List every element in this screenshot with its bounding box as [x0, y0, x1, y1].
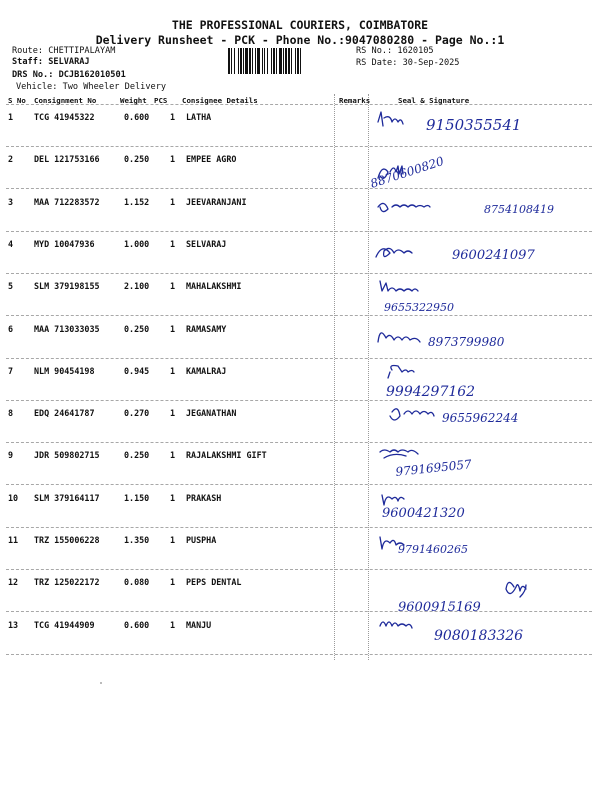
barcode-bar: [257, 48, 260, 74]
handwritten-phone: 9994297162: [386, 383, 476, 400]
weight-cell: 0.250: [124, 450, 150, 461]
weight-cell: 1.350: [124, 535, 150, 545]
table-row: [0, 573, 600, 615]
col-pcs: PCS: [154, 96, 168, 105]
signature-stroke: [376, 248, 412, 257]
handwritten-phone: 9600241097: [452, 247, 535, 263]
staff-label: Staff: SELVARAJ: [12, 57, 90, 67]
barcode-bar: [288, 48, 290, 74]
consignment-number: SLM 379198155: [34, 281, 100, 292]
barcode-bar: [252, 48, 253, 74]
table-row: [0, 489, 600, 531]
sno-cell: 12: [8, 577, 19, 588]
consignment-number: TRZ 125022172: [34, 577, 100, 588]
weight-cell: 0.600: [124, 619, 150, 630]
sno-cell: 6: [8, 323, 14, 334]
barcode-bar: [231, 48, 232, 74]
pcs-cell: 1: [170, 323, 176, 334]
barcode-bar: [249, 48, 251, 74]
table-row: [0, 235, 600, 277]
consignee-name: JEGANATHAN: [186, 408, 237, 419]
consignment-number: TCG 41945322: [34, 112, 95, 122]
table-row: [0, 362, 600, 404]
consignee-name: RAMASAMY: [186, 323, 227, 334]
drs-number: DRS No.: DCJB162010501: [12, 70, 126, 80]
table-row: [0, 150, 600, 192]
handwritten-phone: 8973799980: [428, 334, 505, 349]
consignee-name: RAJALAKSHMI GIFT: [186, 450, 267, 461]
barcode-bar: [243, 48, 244, 74]
signature-stroke: [378, 332, 420, 341]
sno-cell: 10: [8, 492, 19, 503]
signature-stroke: [380, 281, 418, 291]
vehicle-label: Vehicle: Two Wheeler Delivery: [16, 82, 167, 92]
handwritten-phone: 9655962244: [442, 411, 519, 426]
row-divider: [6, 569, 592, 570]
barcode-bar: [271, 48, 272, 74]
consignment-number: MAA 713033035: [34, 323, 100, 334]
signature-stroke: [382, 495, 404, 505]
barcode-bar: [264, 48, 265, 74]
scan-speck: [100, 682, 102, 684]
barcode-bar: [297, 48, 299, 74]
signature-stroke: [506, 583, 526, 598]
col-consignment: Consignment No: [34, 96, 97, 105]
consignment-number: NLM 90454198: [34, 365, 95, 376]
row-divider: [6, 315, 592, 316]
barcode-bar: [279, 48, 282, 74]
row-divider: [6, 358, 592, 359]
rs-date: RS Date: 30-Sep-2025: [356, 58, 460, 68]
sno-cell: 13: [8, 619, 19, 630]
table-row: [0, 446, 600, 488]
sno-cell: 2: [8, 154, 14, 165]
sno-cell: 3: [8, 196, 14, 207]
consignment-number: MAA 712283572: [34, 196, 100, 207]
row-divider: [6, 527, 592, 528]
consignment-number: TRZ 155006228: [34, 535, 100, 545]
barcode-bar: [255, 48, 256, 74]
pcs-cell: 1: [170, 408, 176, 419]
barcode-bar: [267, 48, 268, 74]
table-row: [0, 193, 600, 235]
consignment-number: MYD 10047936: [34, 238, 95, 249]
sno-cell: 9: [8, 450, 14, 461]
sno-cell: 5: [8, 281, 14, 292]
consignee-name: MANJU: [186, 619, 212, 630]
row-divider: [6, 611, 592, 612]
barcode-bar: [245, 48, 248, 74]
row-divider: [6, 231, 592, 232]
signature-stroke: [378, 112, 403, 126]
pcs-cell: 1: [170, 535, 176, 545]
weight-cell: 1.150: [124, 492, 150, 503]
signature-stroke: [378, 203, 430, 211]
table-row: [0, 404, 600, 446]
consignment-number: TCG 41944909: [34, 619, 95, 630]
row-divider: [6, 442, 592, 443]
handwritten-phone: 9791460265: [398, 543, 468, 556]
handwritten-phone: 8870600820: [368, 154, 446, 192]
pcs-cell: 1: [170, 365, 176, 376]
barcode-bar: [234, 48, 235, 74]
handwritten-phone: 9150355541: [426, 116, 522, 134]
consignee-name: MAHALAKSHMI: [186, 281, 242, 292]
barcode-bar: [273, 48, 275, 74]
signature-stroke: [380, 622, 412, 628]
weight-cell: 0.250: [124, 323, 150, 334]
row-divider: [6, 654, 592, 655]
consignment-number: JDR 509802715: [34, 450, 100, 461]
handwritten-phone: 9080183326: [434, 627, 524, 644]
consignee-name: KAMALRAJ: [186, 365, 227, 376]
pcs-cell: 1: [170, 154, 176, 165]
rs-number: RS No.: 1620105: [356, 46, 434, 56]
weight-cell: 0.945: [124, 365, 150, 376]
handwritten-phone: 9600915169: [398, 600, 481, 616]
table-row: [0, 531, 600, 573]
row-divider: [6, 484, 592, 485]
pcs-cell: 1: [170, 112, 176, 122]
consignee-name: JEEVARANJANI: [186, 196, 247, 207]
pcs-cell: 1: [170, 577, 176, 588]
handwritten-phone: 9791695057: [394, 457, 473, 480]
sno-cell: 1: [8, 112, 14, 122]
weight-cell: 0.600: [124, 112, 150, 122]
weight-cell: 1.152: [124, 196, 150, 207]
barcode-bar: [240, 48, 242, 74]
pcs-cell: 1: [170, 238, 176, 249]
runsheet-title: THE PROFESSIONAL COURIERS, COIMBATORE: [171, 18, 429, 32]
handwritten-phone: 9600421320: [382, 505, 465, 521]
pcs-cell: 1: [170, 196, 176, 207]
barcode-bar: [238, 48, 239, 74]
pcs-cell: 1: [170, 450, 176, 461]
consignee-name: LATHA: [186, 112, 212, 122]
col-weight: Weight: [120, 96, 147, 105]
barcode-bar: [283, 48, 284, 74]
consignee-name: EMPEE AGRO: [186, 154, 237, 165]
barcode-image: [228, 48, 350, 74]
consignee-name: SELVARAJ: [186, 238, 227, 249]
row-divider: [6, 188, 592, 189]
weight-cell: 1.000: [124, 238, 150, 249]
weight-cell: 2.100: [124, 281, 150, 292]
col-consignee: Consignee Details: [182, 96, 258, 105]
row-divider: [6, 273, 592, 274]
col-sno: S No: [8, 96, 26, 105]
barcode-bar: [276, 48, 277, 74]
runsheet-subtitle: Delivery Runsheet - PCK - Phone No.:9047080280 - Page No.:1: [95, 33, 505, 47]
table-row: [0, 616, 600, 658]
consignee-name: PUSPHA: [186, 535, 217, 545]
row-divider: [6, 146, 592, 147]
signature-stroke: [388, 365, 414, 378]
col-seal-signature: Seal & Signature: [398, 96, 470, 105]
pcs-cell: 1: [170, 281, 176, 292]
table-row: [0, 108, 600, 150]
pcs-cell: 1: [170, 619, 176, 630]
consignee-name: PRAKASH: [186, 492, 222, 503]
consignment-number: SLM 379164117: [34, 492, 100, 503]
signature-stroke: [380, 450, 418, 458]
weight-cell: 0.270: [124, 408, 150, 419]
signature-stroke: [390, 409, 434, 420]
row-divider: [6, 400, 592, 401]
sno-cell: 11: [8, 535, 19, 545]
barcode-bar: [262, 48, 263, 74]
consignment-number: EDQ 24641787: [34, 408, 95, 419]
barcode-bar: [291, 48, 292, 74]
barcode-bar: [300, 48, 301, 74]
consignment-number: DEL 121753166: [34, 154, 100, 165]
consignee-name: PEPS DENTAL: [186, 577, 242, 588]
barcode-bar: [228, 48, 230, 74]
col-remarks: Remarks: [339, 96, 371, 105]
table-row: [0, 277, 600, 319]
sno-cell: 4: [8, 238, 14, 249]
pcs-cell: 1: [170, 492, 176, 503]
handwritten-phone: 8754108419: [484, 202, 554, 216]
sno-cell: 7: [8, 365, 14, 376]
sno-cell: 8: [8, 408, 14, 419]
barcode-bar: [285, 48, 287, 74]
weight-cell: 0.250: [124, 154, 150, 165]
table-row: [0, 320, 600, 362]
weight-cell: 0.080: [124, 577, 150, 588]
barcode-bar: [295, 48, 296, 74]
route-label: Route: CHETTIPALAYAM: [12, 46, 116, 56]
handwritten-phone: 9655322950: [384, 301, 454, 315]
